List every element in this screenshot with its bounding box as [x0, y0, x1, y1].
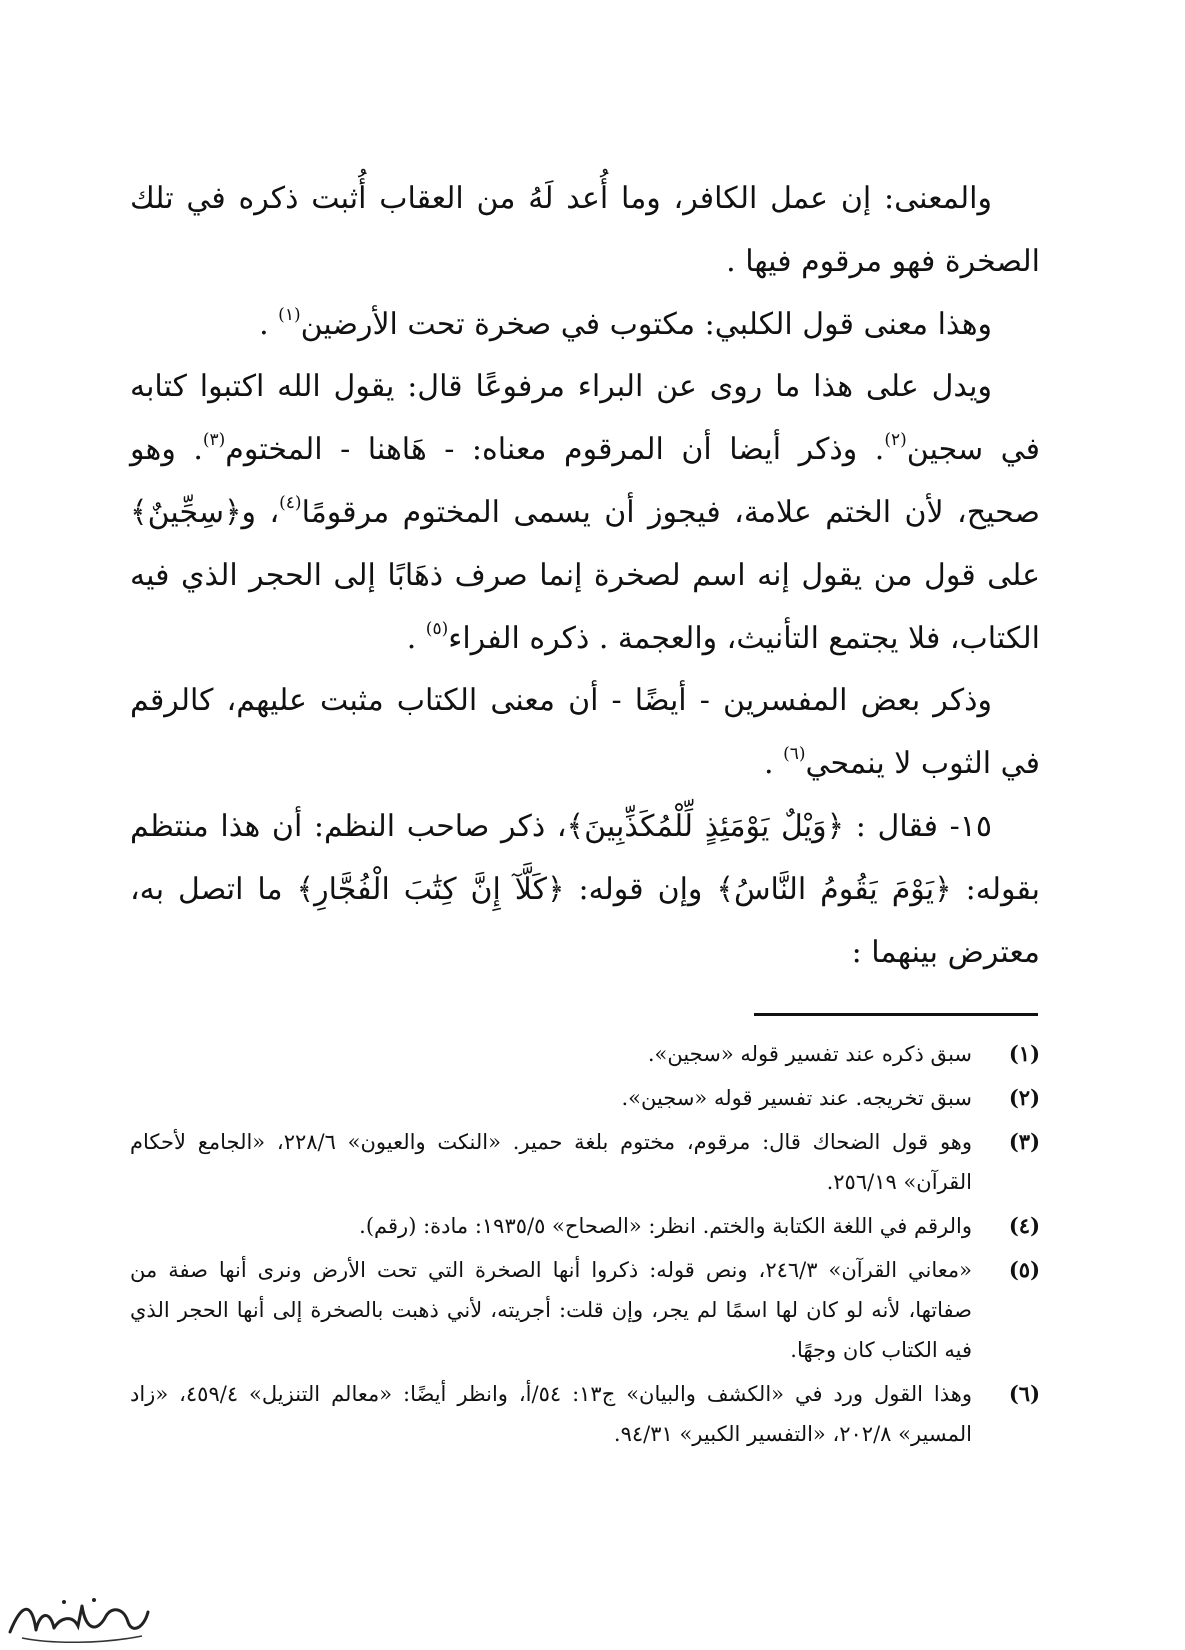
footnote-text: سبق ذكره عند تفسير قوله «سجين». [647, 1042, 972, 1066]
paragraph-3-text-a: ويدل على هذا ما روى عن البراء مرفوعًا قال: يقول الله اكتبوا كتابه في سجين [130, 369, 1040, 468]
footnote-2 [130, 1078, 1040, 1118]
footnote-divider [754, 1013, 1038, 1016]
footnote-ref-6[interactable]: (٦) [783, 744, 806, 765]
paragraph-4-end: . [764, 746, 784, 782]
footnote-number: (٥) [1008, 1257, 1040, 1282]
paragraph-2-end: . [259, 306, 279, 342]
paragraph-4-text: وذكر بعض المفسرين - أيضًا - أن معنى الكتاب مثبت عليهم، كالرقم في الثوب لا ينمحي [130, 683, 1040, 782]
footnote-6 [130, 1374, 1040, 1454]
footnote-4 [130, 1206, 1040, 1246]
main-text [130, 168, 1040, 984]
paragraph-3-text-c: . وهو صحيح، لأن الختم علامة، فيجوز أن يسمى المختوم مرقومًا [130, 432, 1040, 530]
paragraph-1 [130, 168, 1040, 294]
footnote-number: (٦) [1008, 1381, 1040, 1406]
paragraph-2-text: وهذا معنى قول الكلبي: مكتوب في صخرة تحت الأرضين [300, 306, 992, 342]
footnote-ref-2[interactable]: (٢) [884, 430, 907, 451]
paragraph-3 [130, 356, 1040, 670]
footnote-ref-5[interactable]: (٥) [425, 618, 449, 639]
footnote-3 [130, 1122, 1040, 1202]
footnote-ref-1[interactable]: (١) [278, 304, 301, 325]
paragraph-4 [130, 670, 1040, 796]
footnote-text: وهذا القول ورد في «الكشف والبيان» ج١٣: ٥٤/أ، وانظر أيضًا: «معالم التنزيل» ٤٥٩/٤، «زاد المسير» ٢٠٢/٨، «التفسير الكبير» ٩٤/٣١. [130, 1382, 972, 1446]
footnote-number: (٢) [1008, 1085, 1040, 1110]
footnote-1 [130, 1034, 1040, 1074]
footnote-number: (٣) [1008, 1129, 1040, 1154]
paragraph-1-text: والمعنى: إن عمل الكافر، وما أُعد لَهُ من العقاب أُثبت ذكره في تلك الصخرة فهو مرقوم فيها . [130, 181, 1040, 279]
paragraph-3-text-d: ، و﴿سِجِّينٌ﴾ على قول من يقول إنه اسم لصخرة إنما صرف ذهَابًا إلى الحجر الذي فيه الكتاب، فلا يجتمع التأنيث، والعجمة . ذكره الفراء [130, 494, 1040, 656]
paragraph-3-text-b: . وذكر أيضا أن المرقوم معناه: - هَاهنا - المختوم [225, 432, 885, 468]
footnote-number: (١) [1008, 1041, 1040, 1066]
paragraph-5-text: ١٥- فقال : ﴿وَيْلٌ يَوْمَئِذٍ لِّلْمُكَذِّبِينَ﴾، ذكر صاحب النظم: أن هذا منتظم بقوله: ﴿يَوْمَ يَقُومُ النَّاسُ﴾ وإن قوله: ﴿كَلَّآ إِنَّ كِتَٰبَ الْفُجَّارِ﴾ ما اتصل به، معترض بينهما : [130, 808, 1040, 970]
footnote-5 [130, 1250, 1040, 1370]
footnote-text: والرقم في اللغة الكتابة والختم. انظر: «الصحاح» ١٩٣٥/٥: مادة: (رقم). [359, 1214, 972, 1238]
paragraph-3-end: . [406, 620, 426, 656]
footnote-text: وهو قول الضحاك قال: مرقوم، مختوم بلغة حمير. «النكت والعيون» ٢٢٨/٦، «الجامع لأحكام القرآن» ٢٥٦/١٩. [130, 1130, 973, 1194]
footnote-ref-4[interactable]: (٤) [279, 492, 302, 513]
footnote-number: (٤) [1008, 1213, 1040, 1238]
library-stamp-icon [2, 1592, 152, 1646]
footnote-ref-3[interactable]: (٣) [202, 430, 226, 451]
footnote-text: «معاني القرآن» ٢٤٦/٣، ونص قوله: ذكروا أنها الصخرة التي تحت الأرض ونرى أنها صفة من صفاتها، لأنه لو كان لها اسمًا لم يجر، وإن قلت: أجريته، لأني ذهبت بالصخرة إلى أنها الحجر الذي فيه الكتاب كان وجهًا. [130, 1258, 973, 1362]
paragraph-5 [130, 796, 1040, 984]
footnotes [130, 1034, 1040, 1458]
footnote-text: سبق تخريجه. عند تفسير قوله «سجين». [621, 1086, 972, 1110]
paragraph-2 [130, 294, 1040, 357]
